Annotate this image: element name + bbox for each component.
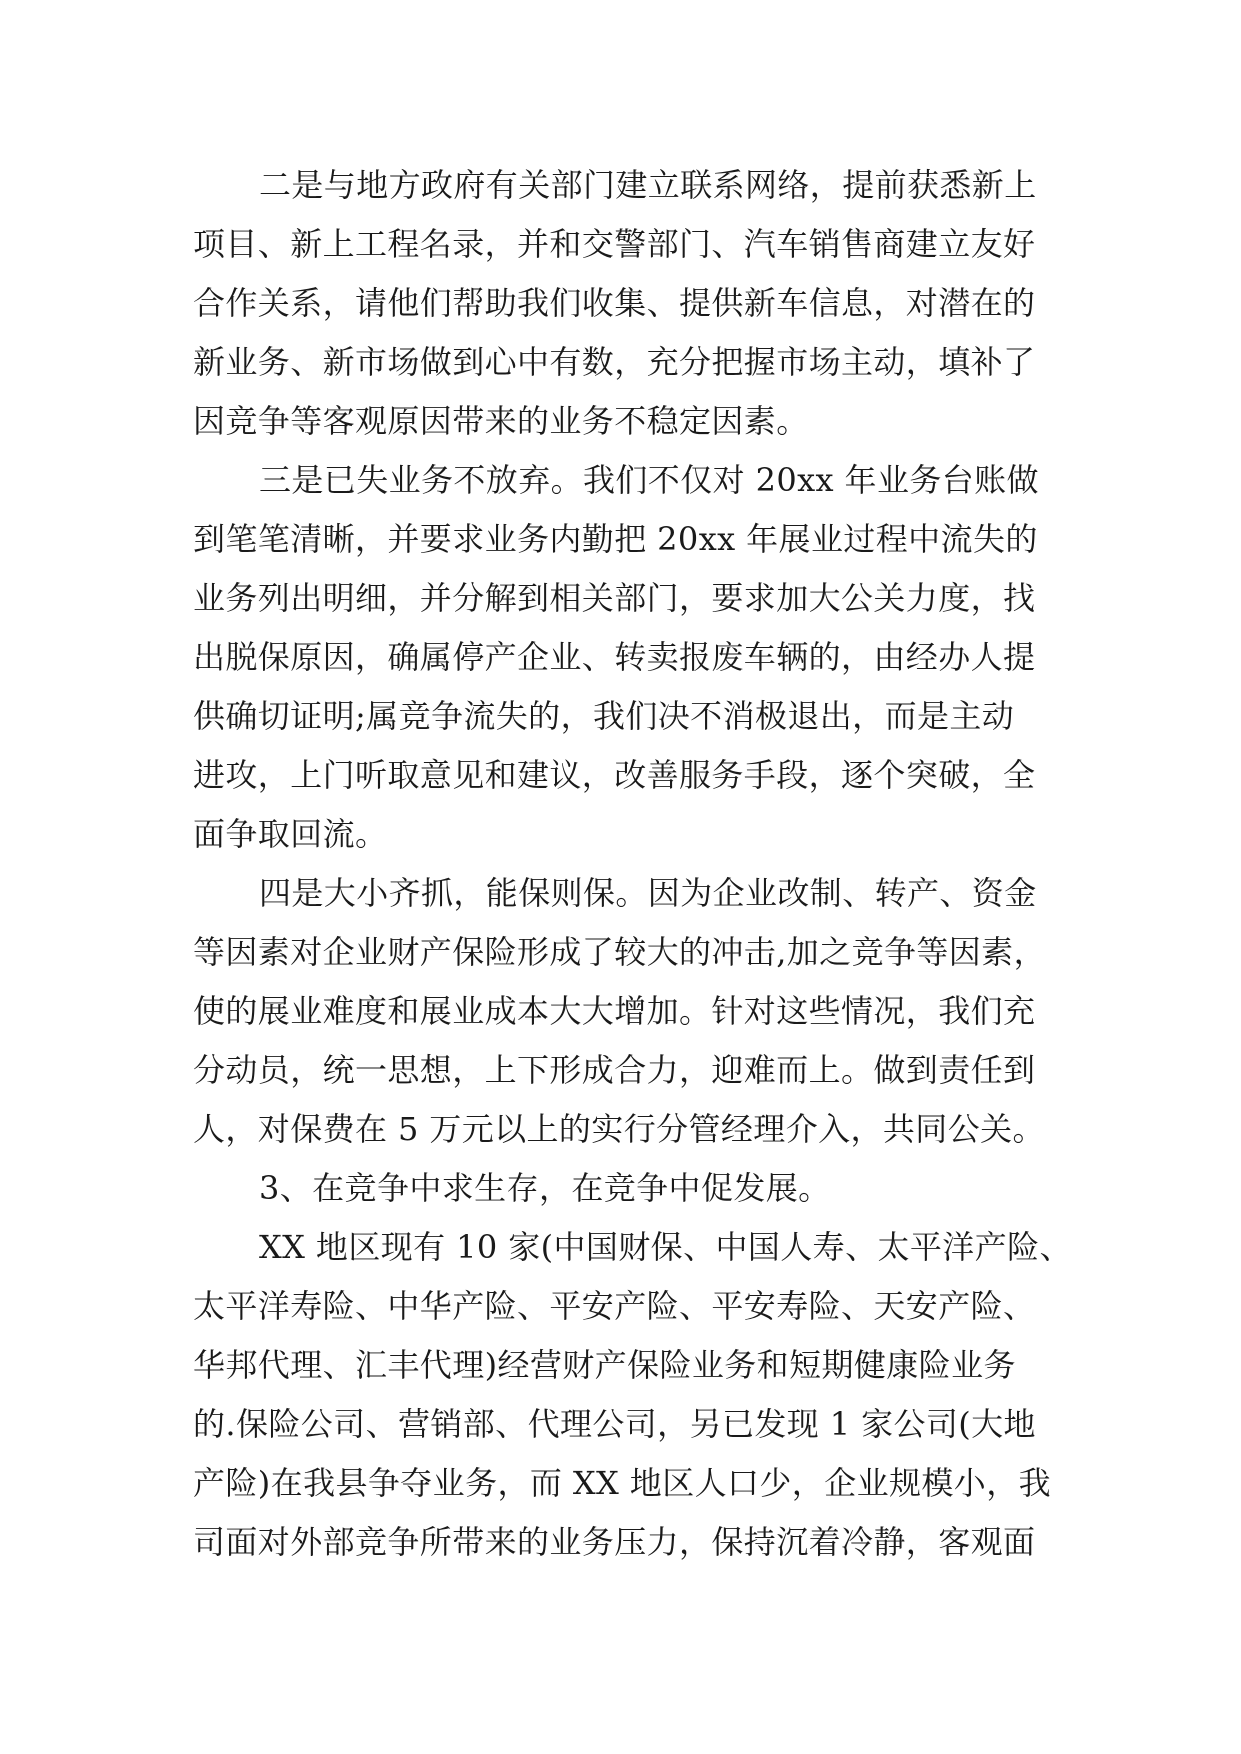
paragraph-line: 到笔笔清晰，并要求业务内勤把 20xx 年展业过程中流失的: [193, 520, 1038, 558]
paragraph-line: 进攻，上门听取意见和建议，改善服务手段，逐个突破，全: [193, 756, 1036, 794]
section-heading: 3、在竞争中求生存，在竞争中促发展。: [259, 1169, 831, 1207]
paragraph-line: 合作关系，请他们帮助我们收集、提供新车信息，对潜在的: [193, 284, 1036, 322]
paragraph-line: 太平洋寿险、中华产险、平安产险、平安寿险、天安产险、: [193, 1287, 1036, 1325]
paragraph-line: XX 地区现有 10 家(中国财保、中国人寿、太平洋产险、: [259, 1228, 1072, 1266]
paragraph-line: 华邦代理、汇丰代理)经营财产保险业务和短期健康险业务: [193, 1346, 1016, 1384]
paragraph-line: 业务列出明细，并分解到相关部门，要求加大公关力度，找: [193, 579, 1036, 617]
paragraph-line: 司面对外部竞争所带来的业务压力，保持沉着冷静，客观面: [193, 1523, 1036, 1561]
paragraph-line: 新业务、新市场做到心中有数，充分把握市场主动，填补了: [193, 343, 1036, 381]
paragraph-line: 三是已失业务不放弃。我们不仅对 20xx 年业务台账做: [259, 461, 1039, 499]
paragraph-line: 等因素对企业财产保险形成了较大的冲击,加之竞争等因素，: [193, 933, 1046, 971]
paragraph-line: 二是与地方政府有关部门建立联系网络，提前获悉新上: [259, 166, 1037, 204]
paragraph-line: 分动员，统一思想，上下形成合力，迎难而上。做到责任到: [193, 1051, 1036, 1089]
paragraph-line: 四是大小齐抓，能保则保。因为企业改制、转产、资金: [259, 874, 1037, 912]
paragraph-line: 因竞争等客观原因带来的业务不稳定因素。: [193, 402, 809, 440]
paragraph-line: 面争取回流。: [193, 815, 388, 853]
paragraph-line: 供确切证明;属竞争流失的，我们决不消极退出，而是主动: [193, 697, 1015, 735]
paragraph-line: 产险)在我县争夺业务，而 XX 地区人口少，企业规模小，我: [193, 1464, 1051, 1502]
document-body: [193, 156, 1073, 1572]
paragraph-line: 使的展业难度和展业成本大大增加。针对这些情况，我们充: [193, 992, 1036, 1030]
paragraph-line: 项目、新上工程名录，并和交警部门、汽车销售商建立友好: [193, 225, 1036, 263]
paragraph-line: 出脱保原因，确属停产企业、转卖报废车辆的，由经办人提: [193, 638, 1036, 676]
paragraph-line: 的.保险公司、营销部、代理公司，另已发现 1 家公司(大地: [193, 1405, 1036, 1443]
paragraph-line: 人，对保费在 5 万元以上的实行分管经理介入，共同公关。: [193, 1110, 1045, 1148]
